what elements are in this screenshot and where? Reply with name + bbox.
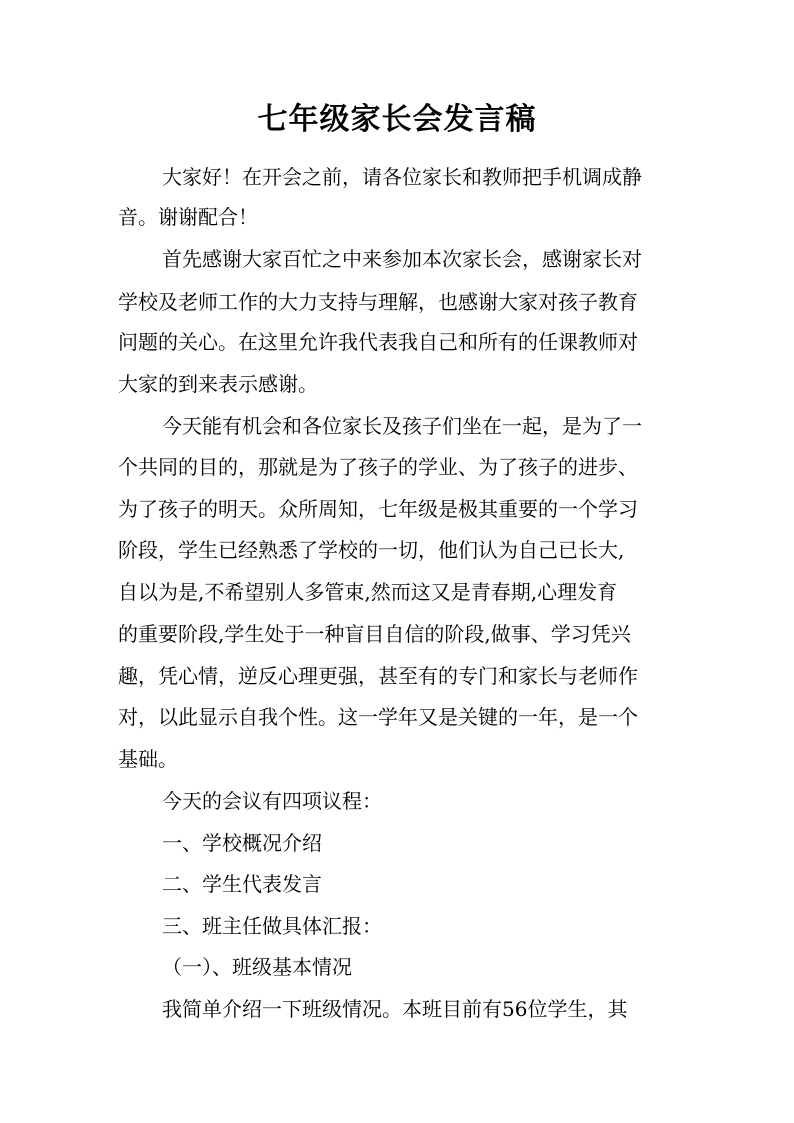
text-line: 音。谢谢配合！ xyxy=(118,205,258,229)
text-line: 大家的到来表示感谢。 xyxy=(118,372,318,396)
text-line: 个共同的目的，那就是为了孩子的学业、为了孩子的进步、 xyxy=(118,455,638,479)
text-line: 为了孩子的明天。众所周知，七年级是极其重要的一个学习 xyxy=(118,497,638,521)
section-heading: （一）、班级基本情况 xyxy=(162,955,352,979)
text-line: 今天能有机会和各位家长及孩子们坐在一起，是为了一 xyxy=(162,414,642,438)
text-line: 自以为是,不希望别人多管束,然而这又是青春期,心理发育 xyxy=(118,580,618,604)
text-line: 趣，凭心情，逆反心理更强，甚至有的专门和家长与老师作 xyxy=(118,664,638,688)
document-title: 七年级家长会发言稿 xyxy=(257,102,537,137)
text-line: 的重要阶段,学生处于一种盲目自信的阶段,做事、学习凭兴 xyxy=(118,622,631,646)
text-line: 我简单介绍一下班级情况。本班目前有56位学生，其 xyxy=(162,997,628,1021)
agenda-item: 一、学校概况介绍 xyxy=(162,831,322,855)
text-line: 问题的关心。在这里允许我代表我自己和所有的任课教师对 xyxy=(118,330,638,354)
text-line: 学校及老师工作的大力支持与理解，也感谢大家对孩子教育 xyxy=(118,290,638,314)
text-line: 大家好！在开会之前，请各位家长和教师把手机调成静 xyxy=(162,165,642,189)
text-line: 首先感谢大家百忙之中来参加本次家长会，感谢家长对 xyxy=(162,247,642,271)
text-line: 基础。 xyxy=(118,747,178,771)
text-line: 对，以此显示自我个性。这一学年又是关键的一年，是一个 xyxy=(118,705,638,729)
text-line: 阶段，学生已经熟悉了学校的一切，他们认为自己已长大, xyxy=(118,538,625,562)
agenda-item: 三、班主任做具体汇报： xyxy=(162,914,382,938)
agenda-heading: 今天的会议有四项议程： xyxy=(162,789,382,813)
agenda-item: 二、学生代表发言 xyxy=(162,872,322,896)
